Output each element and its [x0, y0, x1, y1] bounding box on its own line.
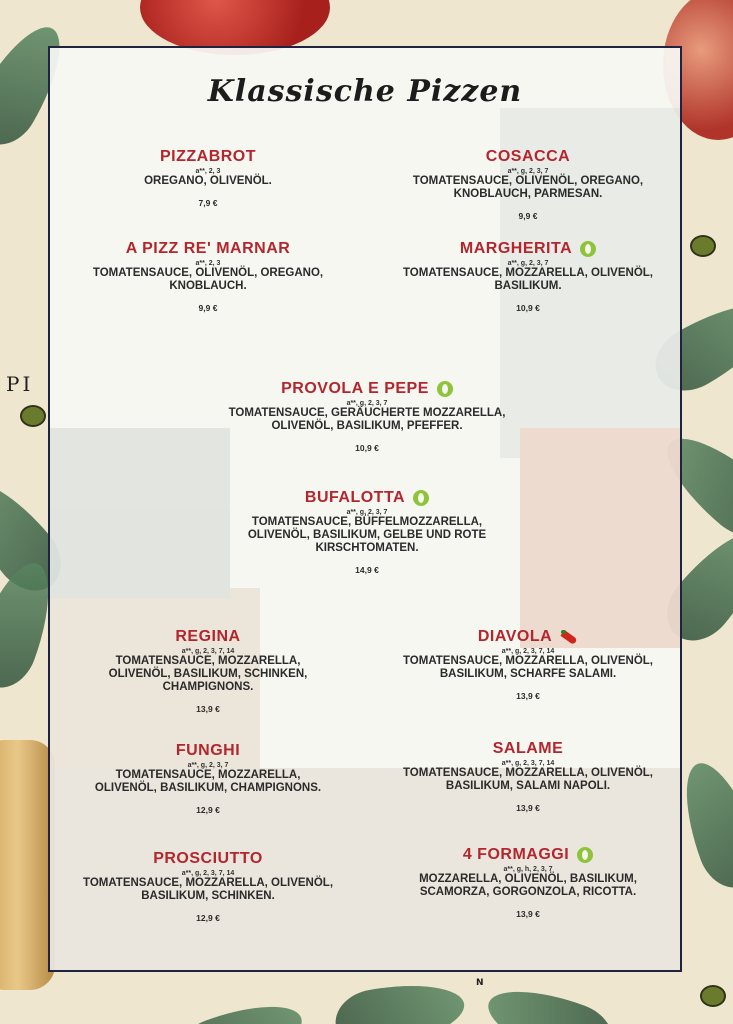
item-name: FUNGHI [175, 742, 241, 759]
item-price: 9,9 € [198, 303, 218, 313]
item-description: TOMATENSAUCE, MOZZARELLA, OLIVENÖL, BASILIKUM, SCHARFE SALAMI. [402, 655, 653, 680]
vegetarian-icon [437, 381, 453, 397]
item-price: 13,9 € [196, 704, 220, 714]
menu-item-prosciutto [83, 850, 333, 923]
item-allergens: a**, g, 2, 3, 7, 14 [181, 870, 235, 877]
item-description: TOMATENSAUCE, BÜFFELMOZZARELLA, OLIVENÖL, BASILIKUM, GELBE UND ROTE KIRSCHTOMATEN. [247, 516, 487, 554]
item-allergens: a**, g, 2, 3, 7 [507, 260, 549, 267]
vegetarian-icon [577, 847, 593, 863]
olive-illustration [700, 985, 726, 1007]
item-description: TOMATENSAUCE, MOZZARELLA, OLIVENÖL, BASILIKUM. [402, 267, 653, 292]
basil-leaf [479, 975, 622, 1024]
basil-leaf [331, 974, 469, 1024]
item-allergens: a**, g, 2, 3, 7 [507, 168, 549, 175]
item-name: A PIZZ RE' MARNAR [125, 240, 291, 257]
item-price: 13,9 € [516, 803, 540, 813]
item-name: REGINA [175, 628, 241, 645]
olive-oil-bottle-illustration [0, 740, 55, 990]
menu-item-salame [388, 740, 668, 813]
item-name: 4 FORMAGGI [462, 846, 570, 863]
menu-item-a-pizz-re-marnar [73, 240, 343, 313]
item-name: DIAVOLA [477, 628, 553, 645]
item-name: PROSCIUTTO [153, 850, 263, 867]
item-price: 13,9 € [516, 909, 540, 919]
vegetarian-icon [580, 241, 596, 257]
item-description: TOMATENSAUCE, GERÄUCHERTE MOZZARELLA, OLIVENÖL, BASILIKUM, PFEFFER. [228, 407, 506, 432]
item-price: 10,9 € [355, 443, 379, 453]
item-allergens: a**, g, 2, 3, 7 [346, 509, 388, 516]
item-allergens: a**, g, 2, 3, 7, 14 [181, 648, 235, 655]
item-price: 12,9 € [196, 805, 220, 815]
olive-illustration [690, 235, 716, 257]
item-price: 10,9 € [516, 303, 540, 313]
item-description: TOMATENSAUCE, MOZZARELLA, OLIVENÖL, BASILIKUM, SALAMI NAPOLI. [402, 767, 653, 792]
menu-item-diavola [388, 628, 668, 701]
item-description: OREGANO, OLIVENÖL. [144, 175, 272, 187]
item-price: 9,9 € [518, 211, 538, 221]
item-price: 13,9 € [516, 691, 540, 701]
menu-item-bufalotta [227, 489, 507, 575]
menu-item-pizzabrot [78, 148, 338, 208]
item-allergens: a**, 2, 3 [195, 260, 221, 267]
vegetarian-icon [413, 490, 429, 506]
item-description: TOMATENSAUCE, MOZZARELLA, OLIVENÖL, BASILIKUM, SCHINKEN, CHAMPIGNONS. [108, 655, 308, 693]
item-name: PROVOLA E PEPE [281, 380, 429, 397]
item-description: TOMATENSAUCE, MOZZARELLA, OLIVENÖL, BASILIKUM, SCHINKEN. [83, 877, 334, 902]
item-allergens: a**, g, 2, 3, 7, 14 [501, 648, 555, 655]
item-price: 12,9 € [196, 913, 220, 923]
menu-item-cosacca [393, 148, 663, 221]
item-description: TOMATENSAUCE, MOZZARELLA, OLIVENÖL, BASILIKUM, CHAMPIGNONS. [94, 769, 322, 794]
menu-item-4-formaggi [393, 846, 663, 919]
item-allergens: a**, g, h, 2, 3, 7 [503, 866, 553, 873]
background-mark: N [476, 978, 484, 988]
item-description: TOMATENSAUCE, OLIVENÖL, OREGANO, KNOBLAUCH. [92, 267, 324, 292]
item-allergens: a**, 2, 3 [195, 168, 221, 175]
item-allergens: a**, g, 2, 3, 7 [187, 762, 229, 769]
basil-leaf [169, 990, 312, 1024]
menu-card [48, 46, 682, 972]
chili-icon [560, 629, 578, 645]
menu-item-provola-e-pepe [202, 380, 532, 453]
item-price: 14,9 € [355, 565, 379, 575]
item-name: COSACCA [485, 148, 571, 165]
background-sign-text: PI [6, 372, 34, 396]
item-name: BUFALOTTA [304, 489, 406, 506]
item-allergens: a**, g, 2, 3, 7 [346, 400, 388, 407]
item-price: 7,9 € [198, 198, 218, 208]
menu-item-regina [88, 628, 328, 714]
item-allergens: a**, g, 2, 3, 7, 14 [501, 760, 555, 767]
item-name: PIZZABROT [159, 148, 257, 165]
item-name: SALAME [492, 740, 564, 757]
item-description: MOZZARELLA, OLIVENÖL, BASILIKUM, SCAMORZA, GORGONZOLA, RICOTTA. [419, 873, 637, 898]
item-description: TOMATENSAUCE, OLIVENÖL, OREGANO, KNOBLAUCH, PARMESAN. [412, 175, 644, 200]
item-name: MARGHERITA [459, 240, 573, 257]
menu-item-margherita [398, 240, 658, 313]
menu-item-funghi [93, 742, 323, 815]
olive-illustration [20, 405, 46, 427]
menu-title: Klassische Pizzen [207, 74, 523, 109]
